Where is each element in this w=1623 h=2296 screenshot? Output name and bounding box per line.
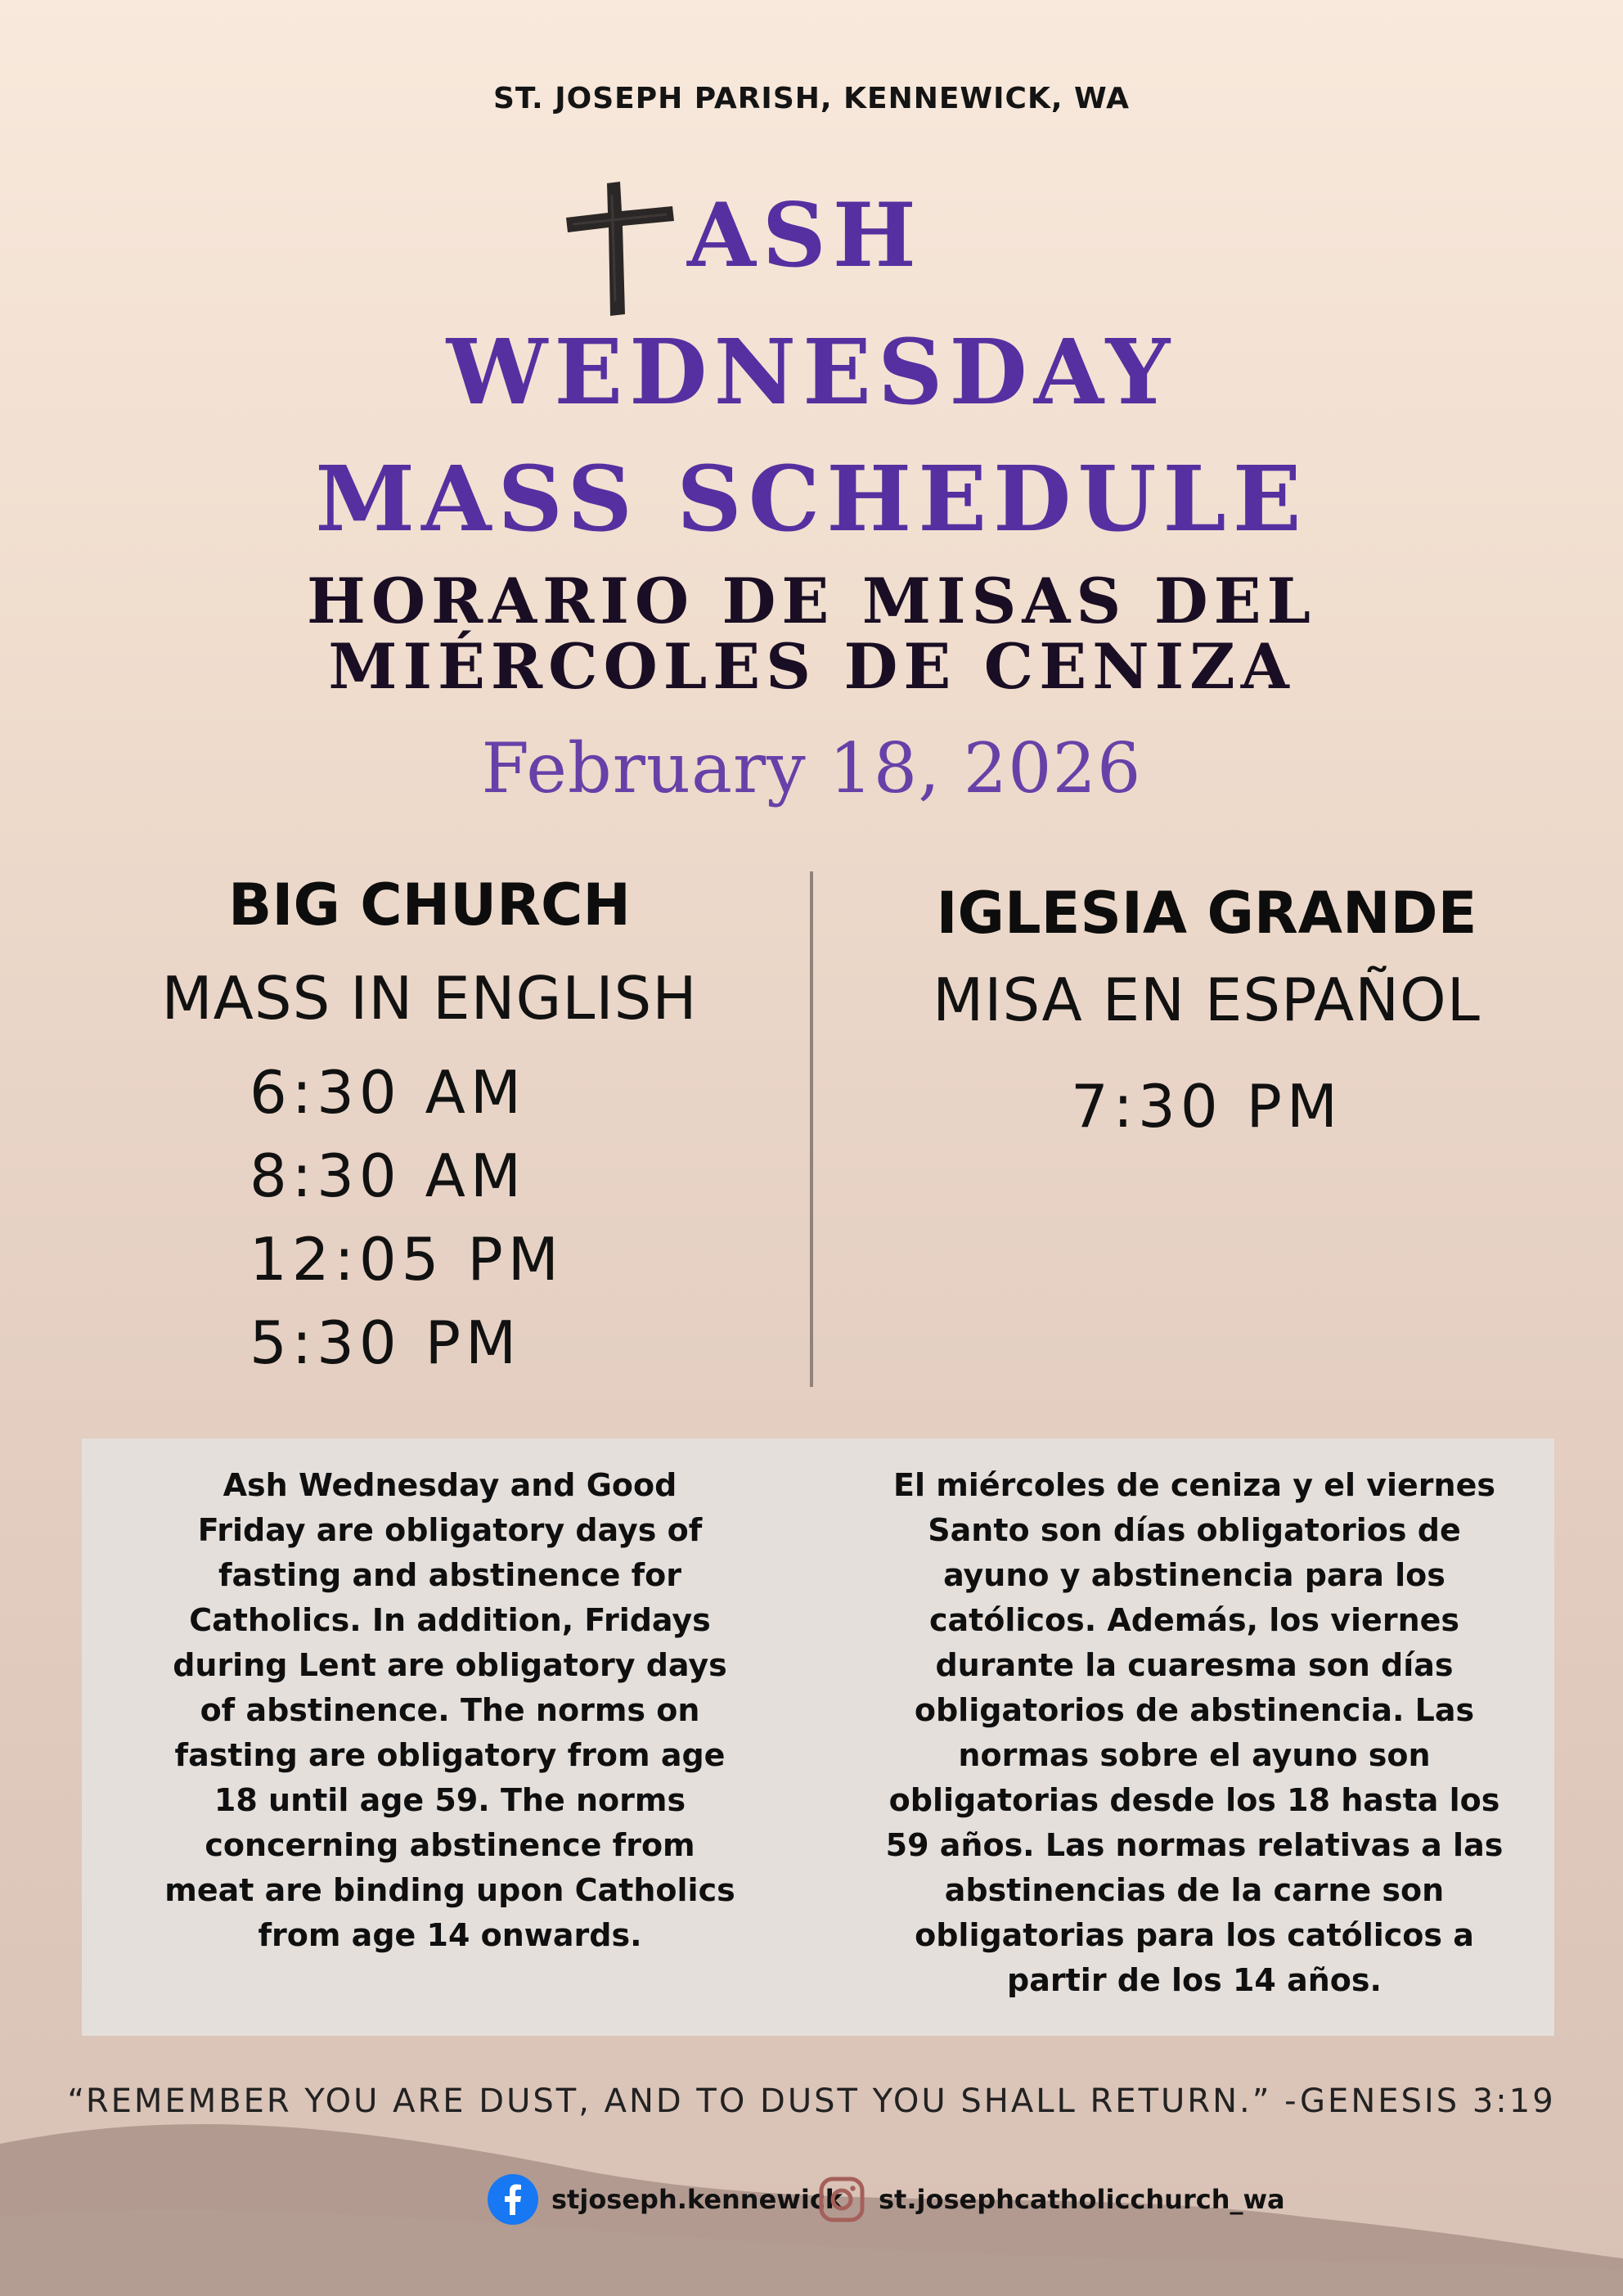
notice-line: Ash Wednesday and Good [223,1467,677,1503]
notice-line: Catholics. In addition, Fridays [189,1602,711,1638]
english-mass-language: MASS IN ENGLISH [161,964,698,1033]
notice-line: El miércoles de ceniza y el viernes [893,1467,1495,1503]
notice-line: partir de los 14 años. [1007,1962,1382,1998]
instagram-icon [818,2176,865,2223]
notice-line: of abstinence. The norms on [200,1692,700,1728]
notice-line: from age 14 onwards. [258,1917,642,1953]
notice-line: fasting are obligatory from age [174,1737,726,1773]
spanish-church-heading: IGLESIA GRANDE [936,880,1477,947]
instagram-handle: st.josephcatholicchurch_wa [879,2184,1285,2215]
cross-icon [564,178,679,317]
title-ash: ASH [687,184,923,287]
facebook-link[interactable] [488,2175,843,2224]
spanish-notice [867,1463,1522,2003]
notice-line: católicos. Además, los viernes [928,1602,1460,1638]
parish-name: ST. JOSEPH PARISH, KENNEWICK, WA [492,82,1131,115]
english-mass-time: 6:30 AM [250,1058,526,1127]
facebook-icon [488,2174,538,2225]
title-wednesday: WEDNESDAY [446,319,1177,425]
scripture-quote: “REMEMBER YOU ARE DUST, AND TO DUST YOU SHALL RETURN.” -GENESIS 3:19 [67,2082,1556,2120]
notice-line: obligatorias desde los 18 hasta los [888,1782,1500,1818]
notice-line: concerning abstinence from [205,1827,695,1863]
english-mass-time: 5:30 PM [250,1308,522,1377]
notice-line: 18 until age 59. The norms [214,1782,686,1818]
notice-line: durante la cuaresma son días [935,1647,1454,1683]
notice-line: obligatorios de abstinencia. Las [914,1692,1475,1728]
spanish-title-line2: MIÉRCOLES DE CENIZA [328,630,1295,703]
spanish-mass-time: 7:30 PM [1070,1072,1343,1141]
english-mass-time: 8:30 AM [250,1141,526,1210]
english-mass-time: 12:05 PM [250,1225,564,1294]
spanish-mass-language: MISA EN ESPAÑOL [933,966,1481,1034]
english-church-heading: BIG CHURCH [228,871,631,939]
fasting-notice-box [82,1438,1554,2036]
column-divider [810,871,813,1387]
notice-line: during Lent are obligatory days [173,1647,727,1683]
notice-line: Santo son días obligatorios de [928,1512,1461,1548]
instagram-link[interactable] [818,2175,1285,2224]
notice-line: meat are binding upon Catholics [164,1872,735,1908]
notice-line: fasting and abstinence for [218,1557,682,1593]
notice-line: ayuno y abstinencia para los [943,1557,1445,1593]
event-date: February 18, 2026 [481,728,1142,808]
facebook-handle: stjoseph.kennewick [551,2184,843,2215]
title-mass-schedule: MASS SCHEDULE [315,446,1308,551]
english-notice [143,1463,757,1958]
spanish-title-line1: HORARIO DE MISAS DEL [307,565,1316,637]
notice-line: normas sobre el ayuno son [958,1737,1431,1773]
notice-line: abstinencias de la carne son [944,1872,1445,1908]
notice-line: Friday are obligatory days of [197,1512,703,1548]
notice-line: obligatorias para los católicos a [915,1917,1474,1953]
notice-line: 59 años. Las normas relativas a las [885,1827,1504,1863]
